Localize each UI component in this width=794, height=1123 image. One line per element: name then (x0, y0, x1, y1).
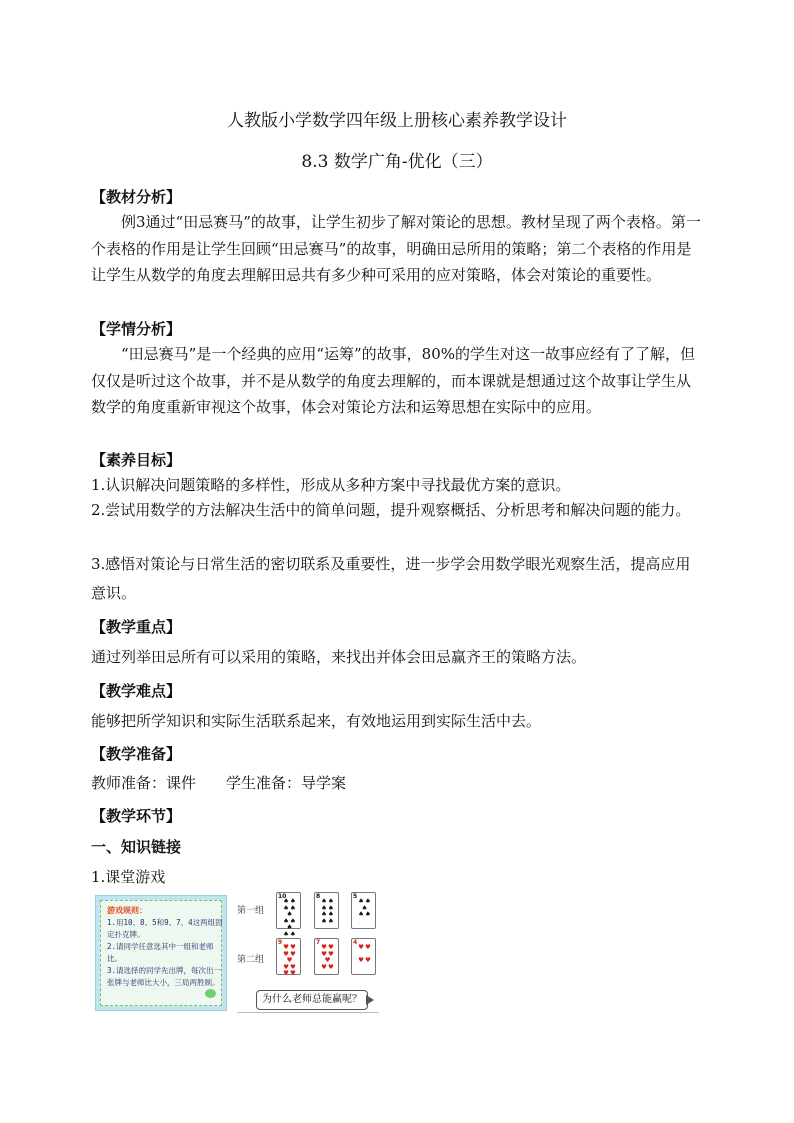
game-rule-2: 2.请同学任意选其中一组和老师比。 (107, 942, 214, 963)
heading-difficulties: 【教学难点】 (91, 682, 182, 700)
teacher-preparation: 教师准备：课件 (91, 774, 197, 792)
goal-item-2: 2.尝试用数学的方法解决生活中的简单问题，提升观察概括、分析思考和解决问题的能力。 (91, 501, 691, 519)
card-spade-10 (276, 892, 301, 938)
card-heart-7 (314, 938, 339, 975)
student-preparation: 学生准备：导学案 (226, 774, 347, 792)
card-spade-8 (314, 892, 339, 929)
heading-learner-analysis: 【学情分析】 (91, 320, 182, 338)
game-rules-title: 游戏规则： (107, 906, 147, 915)
heading-preparation: 【教学准备】 (91, 745, 182, 763)
card-rank: 10 (278, 893, 287, 900)
group-2-label: 第二组 (237, 955, 265, 965)
heart-pips-icon: ♥ ♥ ♥ ♥ ♥ ♥ ♥ ♥ ♥ (283, 943, 296, 977)
spade-pips-icon: ♠ ♠ ♠ ♠ ♠ ♠ ♠ ♠ (321, 897, 334, 925)
heading-textbook-analysis: 【教材分析】 (91, 188, 182, 206)
preparation-line (91, 770, 703, 797)
game-rules-panel (95, 895, 227, 1011)
card-rank: 8 (316, 893, 321, 900)
goal-item-1: 1.认识解决问题策略的多样性，形成从多种方案中寻找最优方案的意识。 (91, 476, 571, 494)
spade-pips-icon: ♠ ♠ ♠ ♠ ♠ (358, 897, 371, 918)
green-dot-icon (205, 989, 216, 998)
document-title: 人教版小学数学四年级上册核心素养教学设计 (227, 111, 567, 131)
learner-analysis-text: “田忌赛马”是一个经典的应用“运筹”的故事，80%的学生对这一故事应经有了了解，但仅仅是听过这个故事，并不是从数学的角度去理解的，而本课就是想通过这个故事让学生从数学的角度重新审视这个故事，体会对策论方法和运筹思想在实际中的应用。 (91, 345, 696, 416)
card-rank: 7 (316, 939, 321, 946)
heading-goals: 【素养目标】 (91, 451, 182, 469)
process-item-1: 1.课堂游戏 (91, 868, 166, 886)
textbook-analysis-text: 例3通过“田忌赛马”的故事，让学生初步了解对策论的思想。教材呈现了两个表格。第一个表格的作用是让学生回顾“田忌赛马”的故事，明确田忌所用的策略；第二个表格的作用是让学生从数学的角度去理解田忌共有多少种可采用的应对策略，体会对策论的重要性。 (91, 213, 701, 284)
card-heart-9 (276, 938, 301, 975)
game-rule-1: 1.用10、8、5和9、7、4这两组固定扑克牌。 (107, 918, 223, 939)
figure-divider (237, 1012, 379, 1013)
spade-pips-icon: ♠ ♠ ♠ ♠ ♠ ♠ ♠ ♠ ♠ ♠ (283, 897, 296, 938)
heading-key-points: 【教学重点】 (91, 618, 182, 636)
key-points-text: 通过列举田忌所有可以采用的策略，来找出并体会田忌赢齐王的策略方法。 (91, 648, 587, 666)
question-bubble: 为什么老师总能赢呢？ (256, 990, 368, 1010)
card-spade-5 (351, 892, 376, 929)
game-rule-3: 3.请选择的同学先出牌，每次出一张牌与老师比大小，三局两胜制。 (107, 966, 222, 987)
game-rules-list (107, 917, 225, 989)
process-part-1: 一、知识链接 (91, 838, 182, 856)
goal-item-3: 3.感悟对策论与日常生活的密切联系及重要性，进一步学会用数学眼光观察生活，提高应用意识。 (91, 555, 691, 602)
heart-pips-icon: ♥ ♥ ♥ ♥ ♥ ♥ ♥ (321, 943, 334, 971)
group-1-label: 第一组 (237, 906, 265, 916)
heading-process: 【教学环节】 (91, 807, 182, 825)
card-rank: 9 (278, 939, 283, 946)
heart-pips-icon: ♥ ♥ ♥ ♥ (358, 943, 371, 964)
difficulties-text: 能够把所学知识和实际生活联系起来，有效地运用到实际生活中去。 (91, 712, 542, 730)
game-rules-frame (100, 900, 222, 1006)
card-heart-4 (351, 938, 376, 975)
speech-tail-icon (366, 995, 374, 1005)
lesson-subtitle: 8.3 数学广角-优化（三） (301, 152, 493, 172)
card-rank: 5 (353, 893, 358, 900)
card-rank: 4 (353, 939, 358, 946)
